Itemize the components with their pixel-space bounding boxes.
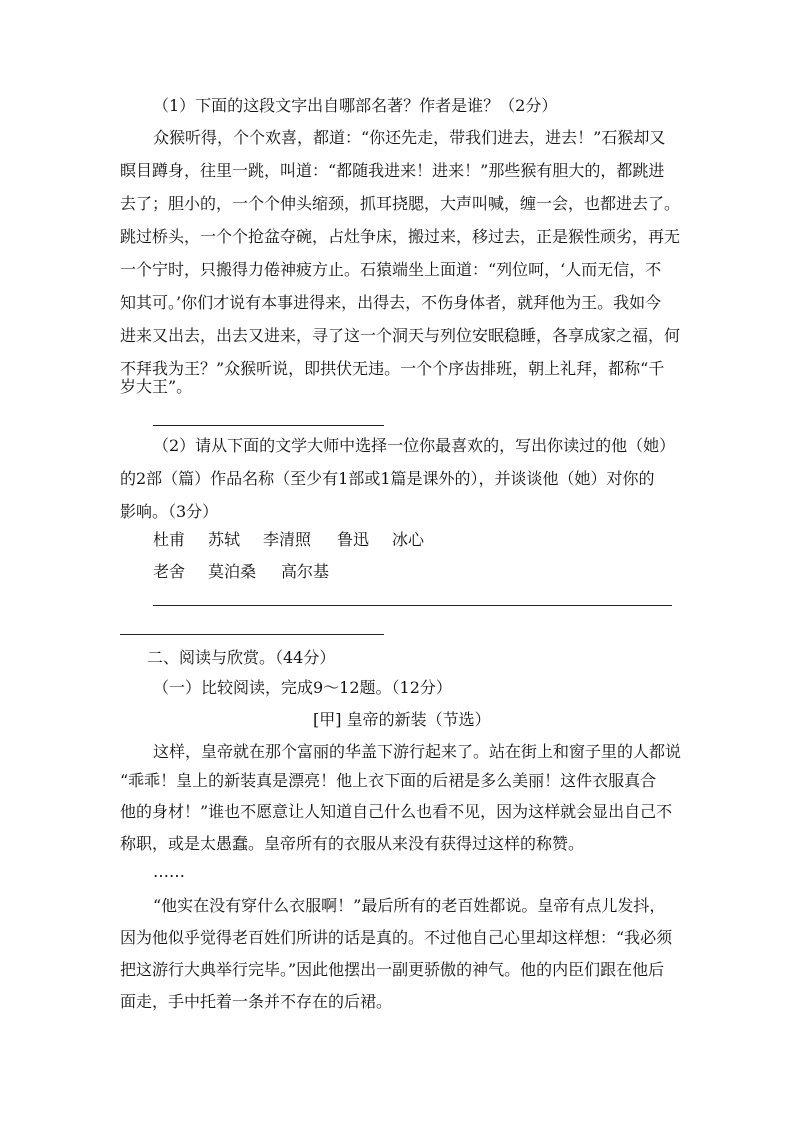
sub-heading: （一）比较阅读，完成9～12题。（12分） (153, 678, 452, 697)
passage-line: 进来又出去，出去又进来，寻了这一个洞天与列位安眠稳睡，各享成家之福，何 (120, 326, 681, 345)
para2-line: 面走，手中托着一条并不存在的后裙。 (120, 992, 393, 1011)
passage-line: 不拜我为王？”众猴听说，即拱伏无违。一个个序齿排班，朝上礼拜，都称“千 (120, 359, 665, 378)
answer-line-1[interactable] (153, 425, 384, 426)
answer-line-2[interactable] (153, 605, 672, 606)
answer-line-3[interactable] (120, 634, 384, 635)
passage-line: 去了；胆小的，一个个伸头缩颈，抓耳挠腮，大声叫喊，缠一会，也都进去了。 (120, 194, 681, 213)
author-name: 苏轼 (208, 530, 241, 549)
question-2-line: （2）请从下面的文学大师中选择一位你最喜欢的，写出你读过的他（她） (153, 436, 676, 455)
author-name: 冰心 (392, 530, 425, 549)
para2-line: 因为他似乎觉得老百姓们所讲的话是真的。不过他自己心里却这样想：“我必须 (120, 928, 673, 947)
passage-line: 岁大王”。 (120, 377, 193, 396)
ellipsis: …… (153, 862, 185, 881)
question-1: （1）下面的这段文字出自哪部名著？作者是谁？（2分） (153, 96, 558, 115)
passage-line: 瞑目蹲身，往里一跳，叫道：“都随我进来！进来！”那些猴有胆大的，都跳进 (120, 161, 665, 180)
passage-line: 众猴听得，个个欢喜，都道：“你还先走，带我们进去，进去！”石猴却又 (153, 128, 666, 147)
para1-line: 他的身材！”谁也不愿意让人知道自己什么也看不见，因为这样就会显出自己不 (120, 802, 673, 821)
excerpt-title: [甲] 皇帝的新装（节选） (313, 710, 491, 729)
author-name: 老舍 (153, 562, 186, 581)
author-name: 李清照 (263, 530, 312, 549)
para1-line: “乖乖！皇上的新装真是漂亮！他上衣下面的后裙是多么美丽！这件衣服真合 (120, 771, 657, 790)
para1-line: 这样，皇帝就在那个富丽的华盖下游行起来了。站在街上和窗子里的人都说 (153, 742, 682, 761)
question-2-line: 的2部（篇）作品名称（至少有1部或1篇是课外的），并谈谈他（她）对你的 (120, 469, 655, 488)
author-name: 莫泊桑 (208, 562, 257, 581)
para1-line: 称职，或是太愚蠢。皇帝所有的衣服从来没有获得过这样的称赞。 (120, 834, 585, 853)
passage-line: 跳过桥头，一个个抢盆夺碗，占灶争床，搬过来，移过去，正是猴性顽劣，再无 (120, 227, 681, 246)
question-2-line: 影响。（3分） (120, 502, 219, 521)
para2-line: 把这游行大典举行完毕。”因此他摆出一副更骄傲的神气。他的内臣们跟在他后 (120, 960, 665, 979)
para2-line: “他实在没有穿什么衣服啊！”最后所有的老百姓都说。皇帝有点儿发抖， (153, 896, 666, 915)
passage-line: 一个宁时，只搬得力倦神疲方止。石猿端坐上面道：“列位呵，‘人而无信，不 (120, 260, 662, 279)
author-name: 杜甫 (153, 530, 186, 549)
author-name: 鲁迅 (337, 530, 370, 549)
section-heading: 二、阅读与欣赏。（44分） (147, 648, 336, 667)
passage-line: 知其可。’你们才说有本事进得来，出得去，不伤身体者，就拜他为王。我如今 (120, 293, 662, 312)
author-name: 高尔基 (281, 562, 330, 581)
